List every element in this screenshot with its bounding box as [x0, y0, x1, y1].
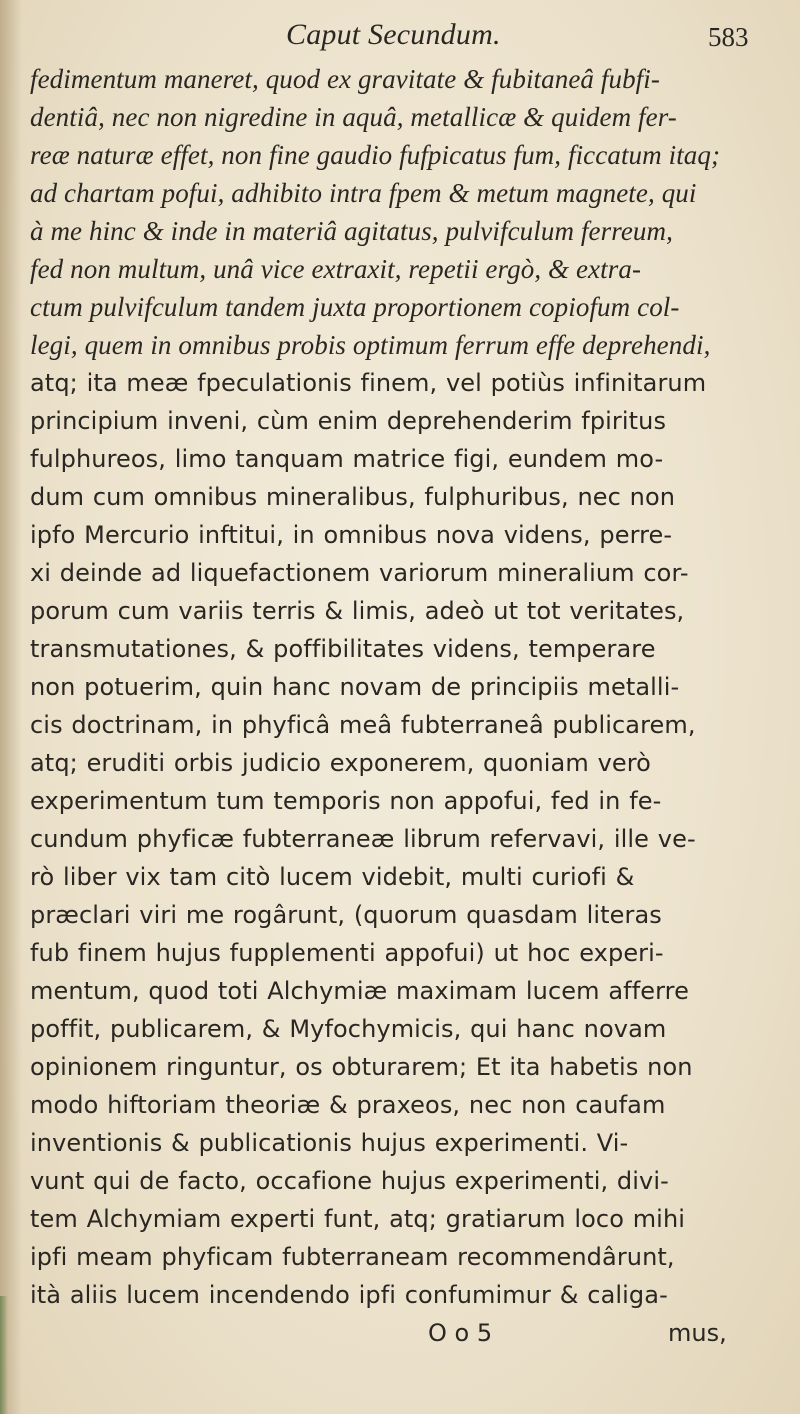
text-line: xi deinde ad liquefactionem variorum mineralium cor-	[30, 559, 689, 587]
text-line: cis doctrinam, in phyficâ meâ fubterraneâ publicarem,	[30, 711, 696, 739]
text-line: ad chartam pofui, adhibito intra fpem & metum magnete, qui	[30, 178, 697, 208]
spine-shadow	[0, 0, 22, 1414]
text-line: rò liber vix tam citò lucem videbit, multi curiofi &	[30, 863, 635, 891]
text-line: non potuerim, quin hanc novam de principiis metalli-	[30, 673, 680, 701]
text-line: fedimentum maneret, quod ex gravitate & fubitaneâ fubfi-	[30, 64, 660, 94]
text-line: ità aliis lucem incendendo ipfi confumimur & caliga-	[30, 1281, 668, 1309]
text-line: ctum pulvifculum tandem juxta proportionem copiofum col-	[30, 292, 680, 322]
page-number: 583	[708, 22, 749, 52]
text-line: experimentum tum temporis non appofui, fed in fe-	[30, 787, 662, 815]
text-lines	[30, 60, 790, 1314]
text-line: porum cum variis terris & limis, adeò ut tot veritates,	[30, 597, 685, 625]
text-line: præclari viri me rogârunt, (quorum quasdam literas	[30, 901, 662, 929]
text-line: à me hinc & inde in materiâ agitatus, pulvifculum ferreum,	[30, 216, 673, 246]
text-line: mentum, quod toti Alchymiæ maximam lucem afferre	[30, 977, 689, 1005]
text-line: reæ naturæ effet, non fine gaudio fufpicatus fum, ficcatum itaq;	[30, 140, 721, 170]
text-line: principium inveni, cùm enim deprehenderim fpiritus	[30, 407, 667, 435]
text-line: modo hiftoriam theoriæ & praxeos, nec non caufam	[30, 1091, 666, 1119]
text-line: dentiâ, nec non nigredine in aquâ, metallicæ & quidem fer-	[30, 102, 677, 132]
text-line: atq; eruditi orbis judicio exponerem, quoniam verò	[30, 749, 651, 777]
text-line: poffit, publicarem, & Myfochymicis, qui hanc novam	[30, 1015, 667, 1043]
text-line: ipfo Mercurio inftitui, in omnibus nova videns, perre-	[30, 521, 673, 549]
body-text	[30, 60, 790, 1352]
text-line: fub finem hujus fupplementi appofui) ut hoc experi-	[30, 939, 664, 967]
text-line: cundum phyficæ fubterraneæ librum refervavi, ille ve-	[30, 825, 696, 853]
text-line: transmutationes, & poffibilitates videns, temperare	[30, 635, 656, 663]
text-line: dum cum omnibus mineralibus, fulphuribus, nec non	[30, 483, 676, 511]
text-line: opinionem ringuntur, os obturarem; Et ita habetis non	[30, 1053, 693, 1081]
catchword: mus,	[668, 1319, 727, 1347]
page-header	[0, 12, 800, 56]
text-line: fed non multum, unâ vice extraxit, repetii ergò, & extra-	[30, 254, 642, 284]
running-title: Caput Secundum.	[286, 18, 501, 51]
text-line: legi, quem in omnibus probis optimum ferrum effe deprehendi,	[30, 330, 711, 360]
page-edge-mark	[0, 1296, 8, 1414]
text-line: vunt qui de facto, occafione hujus experimenti, divi-	[30, 1167, 669, 1195]
text-line: atq; ita meæ fpeculationis finem, vel potiùs infinitarum	[30, 369, 707, 397]
text-line: ipfi meam phyficam fubterraneam recommendârunt,	[30, 1243, 675, 1271]
text-line: inventionis & publicationis hujus experimenti. Vi-	[30, 1129, 629, 1157]
signature-mark: O o 5	[428, 1319, 493, 1347]
text-line: fulphureos, limo tanquam matrice figi, eundem mo-	[30, 445, 664, 473]
text-line: tem Alchymiam experti funt, atq; gratiarum loco mihi	[30, 1205, 686, 1233]
catchline	[30, 1314, 790, 1352]
